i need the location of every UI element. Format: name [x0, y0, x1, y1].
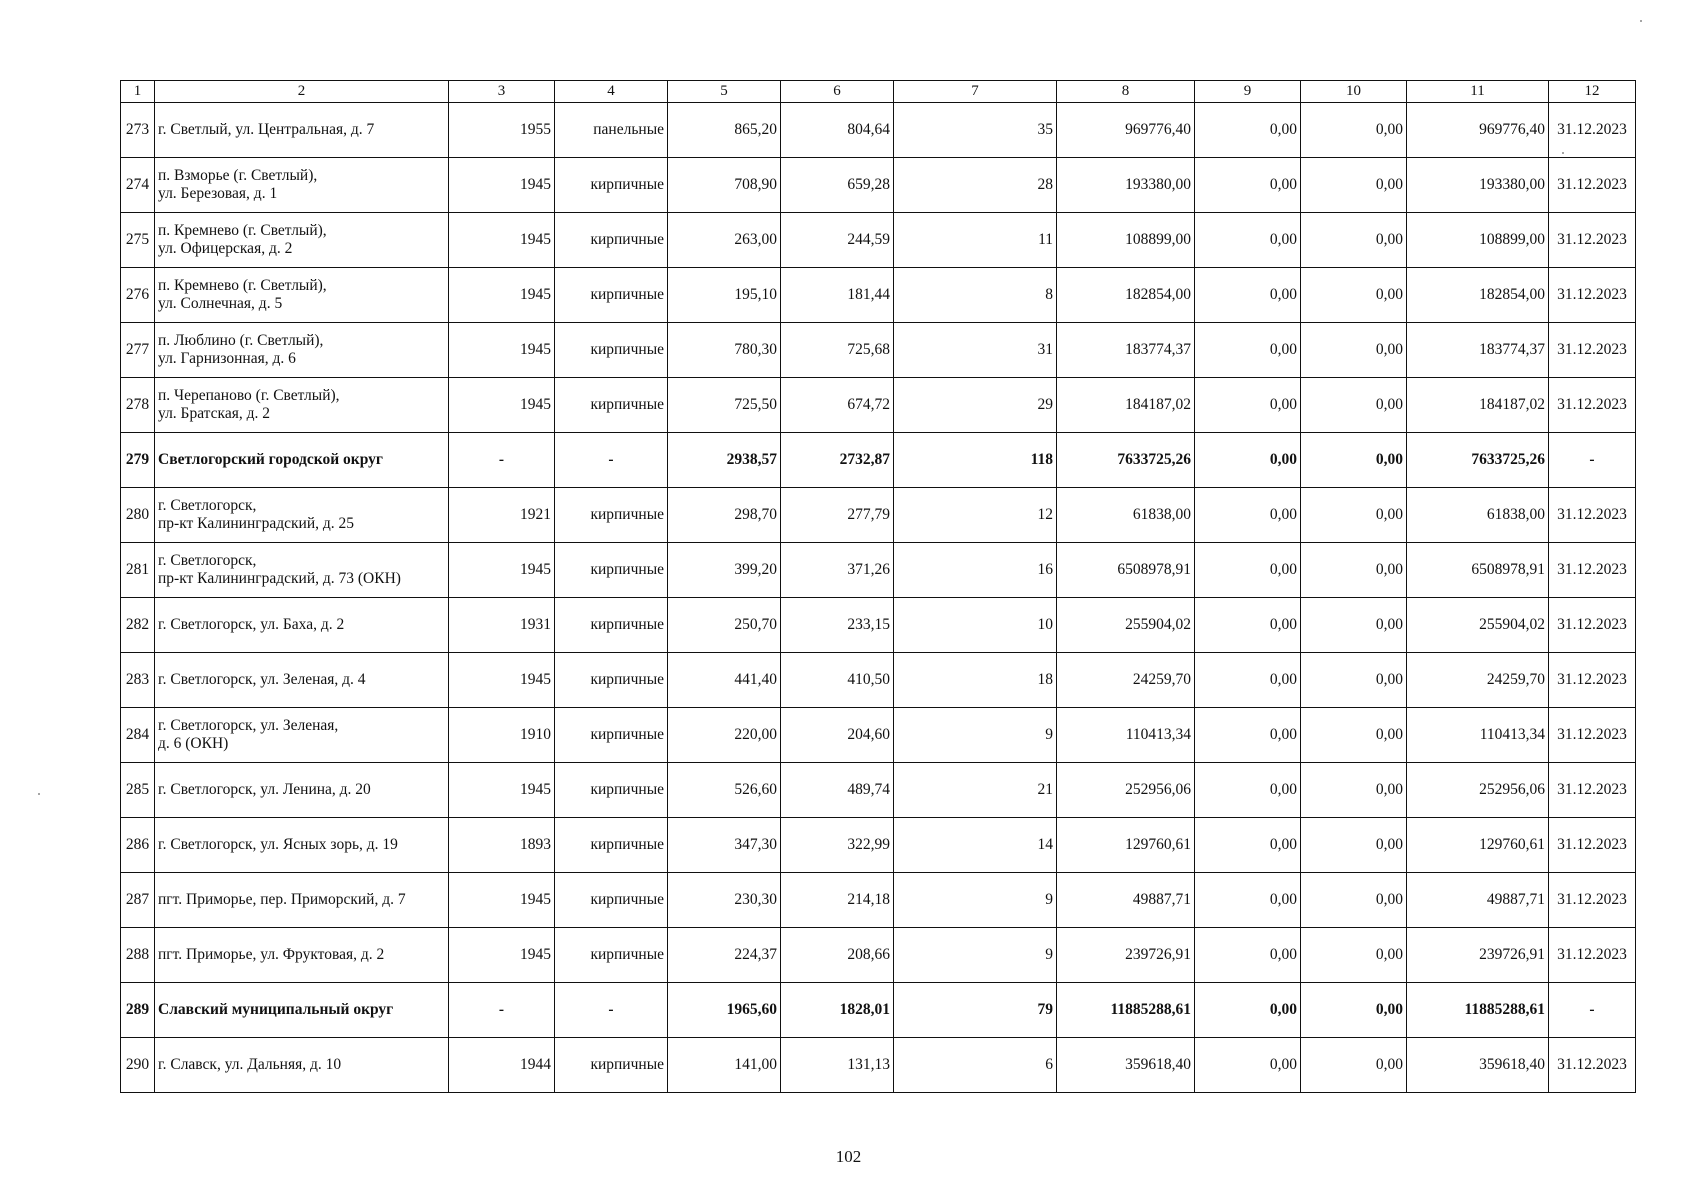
- cost-other-cell: 193380,00: [1407, 158, 1549, 213]
- cost-fund-cell: 0,00: [1195, 708, 1301, 763]
- area-total-cell: 399,20: [668, 543, 781, 598]
- wall-material-cell: кирпичные: [555, 268, 668, 323]
- cost-fund-cell: 0,00: [1195, 873, 1301, 928]
- area-living-cell: 131,13: [781, 1038, 894, 1093]
- cost-total-cell: 969776,40: [1057, 103, 1195, 158]
- cost-other-cell: 108899,00: [1407, 213, 1549, 268]
- row-number: 277: [121, 323, 155, 378]
- cost-budget-cell: 0,00: [1301, 158, 1407, 213]
- cost-budget-cell: 0,00: [1301, 103, 1407, 158]
- row-number: 282: [121, 598, 155, 653]
- wall-material-cell: кирпичные: [555, 543, 668, 598]
- column-header: 4: [555, 81, 668, 103]
- deadline-cell: 31.12.2023: [1549, 598, 1636, 653]
- row-number: 286: [121, 818, 155, 873]
- deadline-cell: 31.12.2023: [1549, 378, 1636, 433]
- deadline-cell: 31.12.2023: [1549, 763, 1636, 818]
- deadline-cell: 31.12.2023: [1549, 488, 1636, 543]
- deadline-cell: 31.12.2023: [1549, 213, 1636, 268]
- area-total-cell: 230,30: [668, 873, 781, 928]
- year-cell: 1945: [449, 213, 555, 268]
- deadline-cell: 31.12.2023: [1549, 103, 1636, 158]
- row-number: 287: [121, 873, 155, 928]
- cost-fund-cell: 0,00: [1195, 158, 1301, 213]
- table-row: [121, 598, 1636, 653]
- residents-cell: 6: [894, 1038, 1057, 1093]
- area-total-cell: 441,40: [668, 653, 781, 708]
- address-cell: г. Светлогорск, пр-кт Калининградский, д. 73 (ОКН): [155, 543, 449, 598]
- cost-total-cell: 182854,00: [1057, 268, 1195, 323]
- total-row: [121, 433, 1636, 488]
- year-cell: 1931: [449, 598, 555, 653]
- cost-other-cell: 183774,37: [1407, 323, 1549, 378]
- deadline-cell: 31.12.2023: [1549, 653, 1636, 708]
- area-total-cell: 708,90: [668, 158, 781, 213]
- residents-cell: 14: [894, 818, 1057, 873]
- residents-cell: 12: [894, 488, 1057, 543]
- wall-material-cell: кирпичные: [555, 708, 668, 763]
- column-number-row: [121, 81, 1636, 103]
- cost-budget-cell: 0,00: [1301, 323, 1407, 378]
- column-header: 11: [1407, 81, 1549, 103]
- cost-fund-cell: 0,00: [1195, 818, 1301, 873]
- row-number: 289: [121, 983, 155, 1038]
- cost-other-cell: 969776,40: [1407, 103, 1549, 158]
- area-total-cell: 220,00: [668, 708, 781, 763]
- cost-total-cell: 129760,61: [1057, 818, 1195, 873]
- address-cell: г. Светлогорск, пр-кт Калининградский, д. 25: [155, 488, 449, 543]
- column-header: 1: [121, 81, 155, 103]
- cost-total-cell: 6508978,91: [1057, 543, 1195, 598]
- address-cell: п. Взморье (г. Светлый), ул. Березовая, д. 1: [155, 158, 449, 213]
- wall-material-cell: кирпичные: [555, 928, 668, 983]
- total-row: [121, 983, 1636, 1038]
- wall-material-cell: кирпичные: [555, 653, 668, 708]
- address-cell: г. Светлогорск, ул. Ясных зорь, д. 19: [155, 818, 449, 873]
- table-row: [121, 1038, 1636, 1093]
- wall-material-cell: кирпичные: [555, 818, 668, 873]
- deadline-cell: -: [1549, 433, 1636, 488]
- wall-material-cell: кирпичные: [555, 1038, 668, 1093]
- cost-budget-cell: 0,00: [1301, 378, 1407, 433]
- year-cell: 1945: [449, 543, 555, 598]
- wall-material-cell: кирпичные: [555, 488, 668, 543]
- wall-material-cell: кирпичные: [555, 763, 668, 818]
- cost-total-cell: 184187,02: [1057, 378, 1195, 433]
- row-number: 275: [121, 213, 155, 268]
- cost-total-cell: 239726,91: [1057, 928, 1195, 983]
- cost-other-cell: 7633725,26: [1407, 433, 1549, 488]
- cost-fund-cell: 0,00: [1195, 213, 1301, 268]
- cost-fund-cell: 0,00: [1195, 268, 1301, 323]
- address-cell: г. Светлогорск, ул. Зеленая, д. 4: [155, 653, 449, 708]
- row-number: 281: [121, 543, 155, 598]
- cost-fund-cell: 0,00: [1195, 653, 1301, 708]
- row-number: 276: [121, 268, 155, 323]
- area-total-cell: 1965,60: [668, 983, 781, 1038]
- table-row: [121, 213, 1636, 268]
- cost-other-cell: 49887,71: [1407, 873, 1549, 928]
- cost-other-cell: 255904,02: [1407, 598, 1549, 653]
- cost-total-cell: 49887,71: [1057, 873, 1195, 928]
- year-cell: 1921: [449, 488, 555, 543]
- area-total-cell: 780,30: [668, 323, 781, 378]
- address-cell: г. Светлогорск, ул. Баха, д. 2: [155, 598, 449, 653]
- area-total-cell: 526,60: [668, 763, 781, 818]
- cost-other-cell: 359618,40: [1407, 1038, 1549, 1093]
- cost-fund-cell: 0,00: [1195, 928, 1301, 983]
- address-cell: Славский муниципальный округ: [155, 983, 449, 1038]
- cost-total-cell: 193380,00: [1057, 158, 1195, 213]
- area-living-cell: 214,18: [781, 873, 894, 928]
- area-total-cell: 141,00: [668, 1038, 781, 1093]
- residents-cell: 28: [894, 158, 1057, 213]
- cost-budget-cell: 0,00: [1301, 598, 1407, 653]
- row-number: 283: [121, 653, 155, 708]
- year-cell: 1910: [449, 708, 555, 763]
- residents-cell: 9: [894, 873, 1057, 928]
- cost-fund-cell: 0,00: [1195, 983, 1301, 1038]
- year-cell: 1945: [449, 763, 555, 818]
- cost-budget-cell: 0,00: [1301, 213, 1407, 268]
- row-number: 273: [121, 103, 155, 158]
- cost-budget-cell: 0,00: [1301, 818, 1407, 873]
- area-total-cell: 195,10: [668, 268, 781, 323]
- table-row: [121, 653, 1636, 708]
- residents-cell: 10: [894, 598, 1057, 653]
- cost-other-cell: 11885288,61: [1407, 983, 1549, 1038]
- area-total-cell: 347,30: [668, 818, 781, 873]
- cost-other-cell: 252956,06: [1407, 763, 1549, 818]
- row-number: 279: [121, 433, 155, 488]
- cost-budget-cell: 0,00: [1301, 653, 1407, 708]
- year-cell: 1893: [449, 818, 555, 873]
- row-number: 278: [121, 378, 155, 433]
- deadline-cell: 31.12.2023: [1549, 1038, 1636, 1093]
- deadline-cell: -: [1549, 983, 1636, 1038]
- column-header: 6: [781, 81, 894, 103]
- year-cell: 1945: [449, 158, 555, 213]
- cost-budget-cell: 0,00: [1301, 268, 1407, 323]
- year-cell: 1945: [449, 323, 555, 378]
- cost-other-cell: 184187,02: [1407, 378, 1549, 433]
- residents-cell: 79: [894, 983, 1057, 1038]
- cost-total-cell: 11885288,61: [1057, 983, 1195, 1038]
- deadline-cell: 31.12.2023: [1549, 158, 1636, 213]
- area-total-cell: 2938,57: [668, 433, 781, 488]
- column-header: 2: [155, 81, 449, 103]
- table-row: [121, 928, 1636, 983]
- deadline-cell: 31.12.2023: [1549, 323, 1636, 378]
- cost-other-cell: 24259,70: [1407, 653, 1549, 708]
- scan-speck: [1640, 20, 1642, 22]
- wall-material-cell: кирпичные: [555, 598, 668, 653]
- wall-material-cell: кирпичные: [555, 213, 668, 268]
- row-number: 288: [121, 928, 155, 983]
- cost-fund-cell: 0,00: [1195, 378, 1301, 433]
- table-row: [121, 268, 1636, 323]
- residents-cell: 9: [894, 928, 1057, 983]
- table-row: [121, 763, 1636, 818]
- table-row: [121, 708, 1636, 763]
- cost-fund-cell: 0,00: [1195, 543, 1301, 598]
- page-number: 102: [835, 1147, 862, 1166]
- area-living-cell: 233,15: [781, 598, 894, 653]
- area-living-cell: 659,28: [781, 158, 894, 213]
- cost-total-cell: 24259,70: [1057, 653, 1195, 708]
- address-cell: г. Светлогорск, ул. Зеленая, д. 6 (ОКН): [155, 708, 449, 763]
- address-cell: п. Черепаново (г. Светлый), ул. Братская, д. 2: [155, 378, 449, 433]
- area-living-cell: 489,74: [781, 763, 894, 818]
- residents-cell: 118: [894, 433, 1057, 488]
- residents-cell: 35: [894, 103, 1057, 158]
- cost-fund-cell: 0,00: [1195, 323, 1301, 378]
- address-cell: п. Кремнево (г. Светлый), ул. Офицерская, д. 2: [155, 213, 449, 268]
- deadline-cell: 31.12.2023: [1549, 873, 1636, 928]
- year-cell: 1944: [449, 1038, 555, 1093]
- table-row: [121, 818, 1636, 873]
- wall-material-cell: кирпичные: [555, 873, 668, 928]
- area-living-cell: 725,68: [781, 323, 894, 378]
- year-cell: 1945: [449, 268, 555, 323]
- cost-total-cell: 7633725,26: [1057, 433, 1195, 488]
- area-living-cell: 371,26: [781, 543, 894, 598]
- cost-other-cell: 239726,91: [1407, 928, 1549, 983]
- deadline-cell: 31.12.2023: [1549, 818, 1636, 873]
- cost-other-cell: 129760,61: [1407, 818, 1549, 873]
- row-number: 280: [121, 488, 155, 543]
- deadline-cell: 31.12.2023: [1549, 708, 1636, 763]
- wall-material-cell: кирпичные: [555, 158, 668, 213]
- cost-fund-cell: 0,00: [1195, 598, 1301, 653]
- column-header: 9: [1195, 81, 1301, 103]
- area-living-cell: 208,66: [781, 928, 894, 983]
- area-living-cell: 181,44: [781, 268, 894, 323]
- address-cell: пгт. Приморье, пер. Приморский, д. 7: [155, 873, 449, 928]
- year-cell: -: [449, 433, 555, 488]
- residents-cell: 21: [894, 763, 1057, 818]
- row-number: 284: [121, 708, 155, 763]
- residents-cell: 29: [894, 378, 1057, 433]
- cost-fund-cell: 0,00: [1195, 763, 1301, 818]
- cost-total-cell: 61838,00: [1057, 488, 1195, 543]
- year-cell: 1945: [449, 378, 555, 433]
- wall-material-cell: -: [555, 433, 668, 488]
- cost-other-cell: 110413,34: [1407, 708, 1549, 763]
- cost-total-cell: 183774,37: [1057, 323, 1195, 378]
- cost-other-cell: 61838,00: [1407, 488, 1549, 543]
- area-total-cell: 263,00: [668, 213, 781, 268]
- document-table-container: [120, 80, 1635, 1093]
- housing-table: [120, 80, 1636, 1093]
- cost-budget-cell: 0,00: [1301, 1038, 1407, 1093]
- cost-total-cell: 252956,06: [1057, 763, 1195, 818]
- cost-budget-cell: 0,00: [1301, 763, 1407, 818]
- cost-budget-cell: 0,00: [1301, 488, 1407, 543]
- row-number: 274: [121, 158, 155, 213]
- wall-material-cell: панельные: [555, 103, 668, 158]
- row-number: 290: [121, 1038, 155, 1093]
- table-row: [121, 488, 1636, 543]
- table-row: [121, 378, 1636, 433]
- cost-budget-cell: 0,00: [1301, 433, 1407, 488]
- area-total-cell: 725,50: [668, 378, 781, 433]
- cost-other-cell: 182854,00: [1407, 268, 1549, 323]
- column-header: 10: [1301, 81, 1407, 103]
- row-number: 285: [121, 763, 155, 818]
- address-cell: п. Кремнево (г. Светлый), ул. Солнечная, д. 5: [155, 268, 449, 323]
- table-header: [121, 81, 1636, 103]
- area-total-cell: 250,70: [668, 598, 781, 653]
- address-cell: пгт. Приморье, ул. Фруктовая, д. 2: [155, 928, 449, 983]
- column-header: 7: [894, 81, 1057, 103]
- table-row: [121, 158, 1636, 213]
- deadline-cell: 31.12.2023: [1549, 543, 1636, 598]
- scan-speck: [1562, 152, 1564, 154]
- cost-budget-cell: 0,00: [1301, 928, 1407, 983]
- year-cell: 1945: [449, 653, 555, 708]
- year-cell: 1955: [449, 103, 555, 158]
- address-cell: г. Светлый, ул. Центральная, д. 7: [155, 103, 449, 158]
- area-living-cell: 204,60: [781, 708, 894, 763]
- wall-material-cell: -: [555, 983, 668, 1038]
- cost-budget-cell: 0,00: [1301, 873, 1407, 928]
- cost-budget-cell: 0,00: [1301, 708, 1407, 763]
- residents-cell: 9: [894, 708, 1057, 763]
- address-cell: г. Светлогорск, ул. Ленина, д. 20: [155, 763, 449, 818]
- table-row: [121, 323, 1636, 378]
- column-header: 12: [1549, 81, 1636, 103]
- cost-fund-cell: 0,00: [1195, 1038, 1301, 1093]
- residents-cell: 18: [894, 653, 1057, 708]
- residents-cell: 16: [894, 543, 1057, 598]
- address-cell: п. Люблино (г. Светлый), ул. Гарнизонная, д. 6: [155, 323, 449, 378]
- cost-total-cell: 359618,40: [1057, 1038, 1195, 1093]
- cost-total-cell: 110413,34: [1057, 708, 1195, 763]
- cost-other-cell: 6508978,91: [1407, 543, 1549, 598]
- cost-budget-cell: 0,00: [1301, 543, 1407, 598]
- address-cell: Светлогорский городской округ: [155, 433, 449, 488]
- table-body: [121, 103, 1636, 1093]
- table-row: [121, 103, 1636, 158]
- area-living-cell: 410,50: [781, 653, 894, 708]
- table-row: [121, 873, 1636, 928]
- scan-speck: [38, 793, 40, 795]
- residents-cell: 8: [894, 268, 1057, 323]
- column-header: 5: [668, 81, 781, 103]
- wall-material-cell: кирпичные: [555, 323, 668, 378]
- cost-fund-cell: 0,00: [1195, 433, 1301, 488]
- area-total-cell: 865,20: [668, 103, 781, 158]
- cost-total-cell: 108899,00: [1057, 213, 1195, 268]
- cost-fund-cell: 0,00: [1195, 488, 1301, 543]
- area-living-cell: 674,72: [781, 378, 894, 433]
- year-cell: 1945: [449, 873, 555, 928]
- area-living-cell: 2732,87: [781, 433, 894, 488]
- cost-total-cell: 255904,02: [1057, 598, 1195, 653]
- area-living-cell: 322,99: [781, 818, 894, 873]
- address-cell: г. Славск, ул. Дальняя, д. 10: [155, 1038, 449, 1093]
- area-total-cell: 298,70: [668, 488, 781, 543]
- year-cell: 1945: [449, 928, 555, 983]
- year-cell: -: [449, 983, 555, 1038]
- residents-cell: 31: [894, 323, 1057, 378]
- column-header: 3: [449, 81, 555, 103]
- area-living-cell: 244,59: [781, 213, 894, 268]
- area-living-cell: 277,79: [781, 488, 894, 543]
- area-total-cell: 224,37: [668, 928, 781, 983]
- residents-cell: 11: [894, 213, 1057, 268]
- area-living-cell: 804,64: [781, 103, 894, 158]
- deadline-cell: 31.12.2023: [1549, 928, 1636, 983]
- column-header: 8: [1057, 81, 1195, 103]
- area-living-cell: 1828,01: [781, 983, 894, 1038]
- deadline-cell: 31.12.2023: [1549, 268, 1636, 323]
- cost-fund-cell: 0,00: [1195, 103, 1301, 158]
- table-row: [121, 543, 1636, 598]
- cost-budget-cell: 0,00: [1301, 983, 1407, 1038]
- wall-material-cell: кирпичные: [555, 378, 668, 433]
